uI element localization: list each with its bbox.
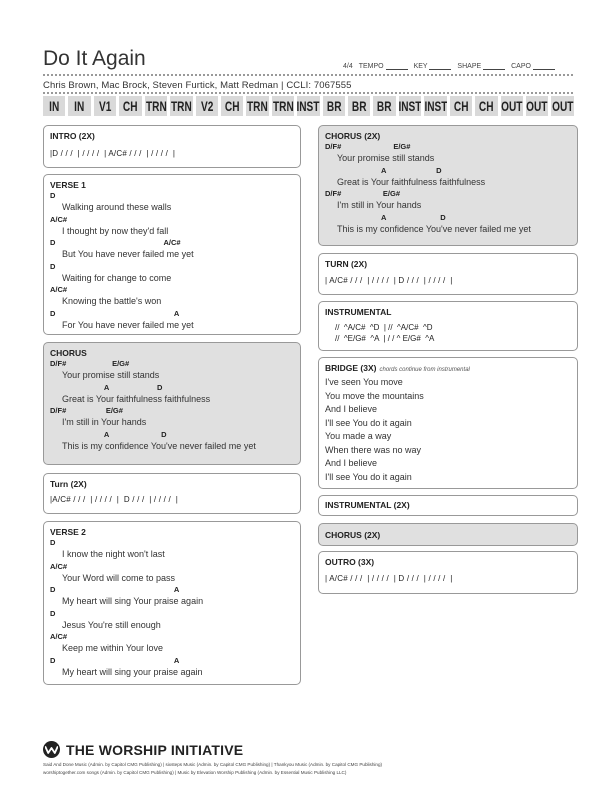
section-title: INSTRUMENTAL: [325, 307, 392, 317]
shape-blank: [483, 63, 505, 70]
credits-line-1: Said And Done Music (Admin. by Capitol CMG Publishing) | sixsteps Music (Admin. by Capitol CMG Publishing) | Thankyou Music (Admin. by Capitol CMG Publishing): [43, 762, 383, 767]
lyric-line: This is my confidence You've never failed me yet: [337, 223, 531, 234]
lyric-line: Jesus You're still enough: [62, 619, 161, 630]
tempo-label: TEMPO: [358, 63, 384, 70]
roadmap-label: BR: [351, 98, 367, 114]
lyric-line: I'm still in Your hands: [62, 417, 147, 427]
footer-brand: [43, 741, 243, 758]
chord-line: A D: [50, 382, 163, 392]
bridge-title: BRIDGE (3X): [325, 363, 377, 373]
lyric-line: Great is Your faithfulness faithfulness: [62, 393, 211, 404]
chorus-left-section: [43, 342, 301, 465]
roadmap-cell: [399, 96, 421, 116]
lyric-line: Walking around these walls: [62, 202, 172, 212]
roadmap-label: TRN: [170, 98, 192, 114]
chord-progression: | A/C# / / / | / / / / | D / / / | / / / / |: [325, 574, 453, 583]
lyric-line: And I believe: [325, 404, 378, 414]
chord-line: A D: [325, 212, 446, 222]
roadmap-label: INST: [398, 98, 422, 114]
lyric-line: Keep me within Your love: [62, 643, 164, 653]
brand-name: THE WORSHIP INITIATIVE: [66, 741, 244, 758]
lyric-line: My heart will sing Your praise again: [62, 596, 204, 606]
lyric-line: You move the mountains: [325, 390, 424, 401]
turn-right-section: [318, 253, 578, 295]
lyric-line: Knowing the battle's won: [62, 296, 162, 306]
chord-line: D/F# E/G#: [50, 359, 130, 368]
authors-ccli: Chris Brown, Mac Brock, Steven Furtick, Matt Redman | CCLI: 7067555: [43, 80, 352, 91]
chord-line: D/F# E/G#: [325, 142, 411, 151]
roadmap-cell: [475, 96, 497, 116]
verse2-lines: [50, 537, 294, 678]
chorus-left-lines: [50, 358, 294, 452]
chord-line: D: [50, 538, 56, 547]
chord-line: A D: [50, 429, 167, 439]
section-title: CHORUS: [50, 348, 87, 358]
credits-line-2: worshiptogether.com songs (Admin. by Capitol CMG Publishing) | Music by Elevation Worship Publishing (Admin. by Essential Music Publishing LLC): [43, 769, 347, 775]
roadmap-label: INST: [297, 98, 320, 114]
roadmap-label: BR: [326, 98, 342, 114]
roadmap-label: OUT: [526, 98, 548, 114]
roadmap-label: OUT: [552, 98, 574, 114]
section-title: VERSE 2: [50, 527, 86, 537]
roadmap-label: TRN: [145, 98, 167, 114]
verse1-lines: [50, 190, 294, 331]
chord-line: D/F# E/G#: [50, 406, 123, 415]
bridge-lines: [325, 376, 571, 484]
section-title: TURN (2X): [325, 259, 368, 269]
chord-line: D: [50, 608, 56, 618]
roadmap-cell: [170, 96, 192, 116]
lyric-line: Waiting for change to come: [62, 272, 172, 283]
roadmap-cell: [119, 96, 141, 116]
shape-label: SHAPE: [457, 63, 482, 70]
section-title: Turn (2X): [50, 479, 87, 489]
roadmap-label: CH: [479, 98, 494, 114]
chord-line: A/C#: [50, 561, 68, 571]
roadmap-cell: [43, 96, 65, 116]
instrumental2-section: [318, 495, 578, 516]
roadmap-label: V2: [200, 98, 213, 114]
chord-line: D A: [50, 308, 180, 318]
chord-line: D: [50, 261, 56, 271]
divider-bottom: [43, 92, 573, 94]
roadmap-label: CH: [453, 98, 469, 114]
footer-credits: [43, 761, 382, 776]
chord-progression: | A/C# / / / | / / / / | D / / / | / / / / |: [325, 276, 453, 285]
chord-progression: |D / / / | / / / / | A/C# / / / | / / / / |: [50, 149, 176, 158]
bridge-note: chords continue from instrumental: [379, 367, 470, 373]
roadmap-cell: [526, 96, 548, 116]
capo-label: CAPO: [511, 63, 531, 70]
lyric-line: I thought by now they'd fall: [62, 225, 169, 236]
time-signature: 4/4: [343, 63, 353, 70]
key-blank: [429, 63, 451, 70]
section-title: CHORUS (2X): [325, 530, 381, 540]
lyric-line: And I believe: [325, 458, 378, 468]
turn-left-section: [43, 473, 301, 514]
lyric-line: I'll see You do it again: [325, 471, 412, 482]
roadmap-cell: [94, 96, 116, 116]
roadmap-label: V1: [98, 98, 112, 114]
chord-line: A/C#: [50, 285, 68, 294]
section-title: INTRO (2X): [50, 131, 95, 141]
roadmap-cell: [551, 96, 573, 116]
chord-line: A D: [325, 165, 442, 175]
section-title: CHORUS (2X): [325, 131, 381, 141]
verse1-section: [43, 174, 301, 335]
roadmap-cell: [145, 96, 167, 116]
roadmap-label: CH: [224, 98, 240, 114]
song-meta: [343, 63, 555, 70]
instrumental-line: // ^A/C# ^D | // ^A/C# ^D: [335, 323, 433, 332]
verse2-section: [43, 521, 301, 685]
capo-blank: [533, 63, 555, 70]
section-title: OUTRO (3X): [325, 557, 375, 567]
lyric-line: Your promise still stands: [62, 370, 160, 380]
key-label: KEY: [413, 63, 428, 70]
chorus-repeat-section: [318, 523, 578, 546]
roadmap-label: TRN: [272, 98, 294, 114]
roadmap-label: TRN: [247, 98, 268, 114]
lyric-line: Your Word will come to pass: [62, 572, 176, 583]
lyric-line: I know the night won't last: [62, 549, 165, 559]
chord-line: D: [50, 191, 56, 200]
roadmap-cell: [373, 96, 395, 116]
chorus-right-lines: [325, 141, 571, 235]
roadmap-cell: [348, 96, 370, 116]
roadmap-cell: [450, 96, 472, 116]
divider-top: [43, 74, 573, 76]
roadmap-cell: [246, 96, 268, 116]
lyric-line: My heart will sing your praise again: [62, 666, 203, 677]
section-title: INSTRUMENTAL (2X): [325, 500, 410, 510]
tempo-blank: [386, 63, 408, 70]
lyric-line: I'll see You do it again: [325, 417, 412, 428]
lyric-line: When there was no way: [325, 444, 422, 455]
roadmap-label: OUT: [501, 98, 523, 114]
roadmap-label: BR: [377, 98, 392, 114]
roadmap-cell: [424, 96, 446, 116]
lyric-line: This is my confidence You've never failed me yet: [62, 440, 256, 451]
roadmap-label: CH: [123, 98, 138, 114]
roadmap-label: IN: [72, 96, 88, 116]
roadmap-cell: [272, 96, 294, 116]
chorus-right-section: [318, 125, 578, 246]
lyric-line: You made a way: [325, 431, 392, 441]
chord-line: A/C#: [50, 214, 68, 224]
lyric-line: Your promise still stands: [337, 153, 435, 163]
lyric-line: I'm still in Your hands: [337, 200, 422, 210]
roadmap-cell: [323, 96, 345, 116]
lyric-line: For You have never failed me yet: [62, 319, 194, 330]
roadmap-cell: [68, 96, 90, 116]
chord-line: A/C#: [50, 632, 68, 641]
roadmap-cell: [501, 96, 523, 116]
chord-progression: |A/C# / / / | / / / / | D / / / | / / / / |: [50, 495, 179, 504]
bridge-section: [318, 357, 578, 489]
song-title: Do It Again: [43, 47, 146, 70]
chord-line: D A: [50, 585, 180, 594]
roadmap-cell: [297, 96, 319, 116]
chord-line: D/F# E/G#: [325, 189, 401, 198]
outro-section: [318, 551, 578, 594]
roadmap-cell: [221, 96, 243, 116]
intro-section: [43, 125, 301, 168]
song-roadmap: [43, 96, 574, 116]
roadmap-label: INST: [424, 98, 447, 114]
instrumental-line: // ^E/G# ^A | / / ^ E/G# ^A: [335, 334, 435, 343]
section-title: VERSE 1: [50, 180, 86, 190]
roadmap-label: IN: [46, 96, 62, 116]
section-title: [325, 363, 571, 373]
chord-line: D A: [50, 655, 180, 665]
worship-initiative-logo-icon: [43, 741, 60, 758]
roadmap-cell: [196, 96, 218, 116]
lyric-line: Great is Your faithfulness faithfulness: [337, 176, 486, 187]
chord-line: D A/C#: [50, 238, 181, 247]
lyric-line: I've seen You move: [325, 377, 403, 387]
instrumental-section: [318, 301, 578, 351]
lyric-line: But You have never failed me yet: [62, 249, 194, 259]
